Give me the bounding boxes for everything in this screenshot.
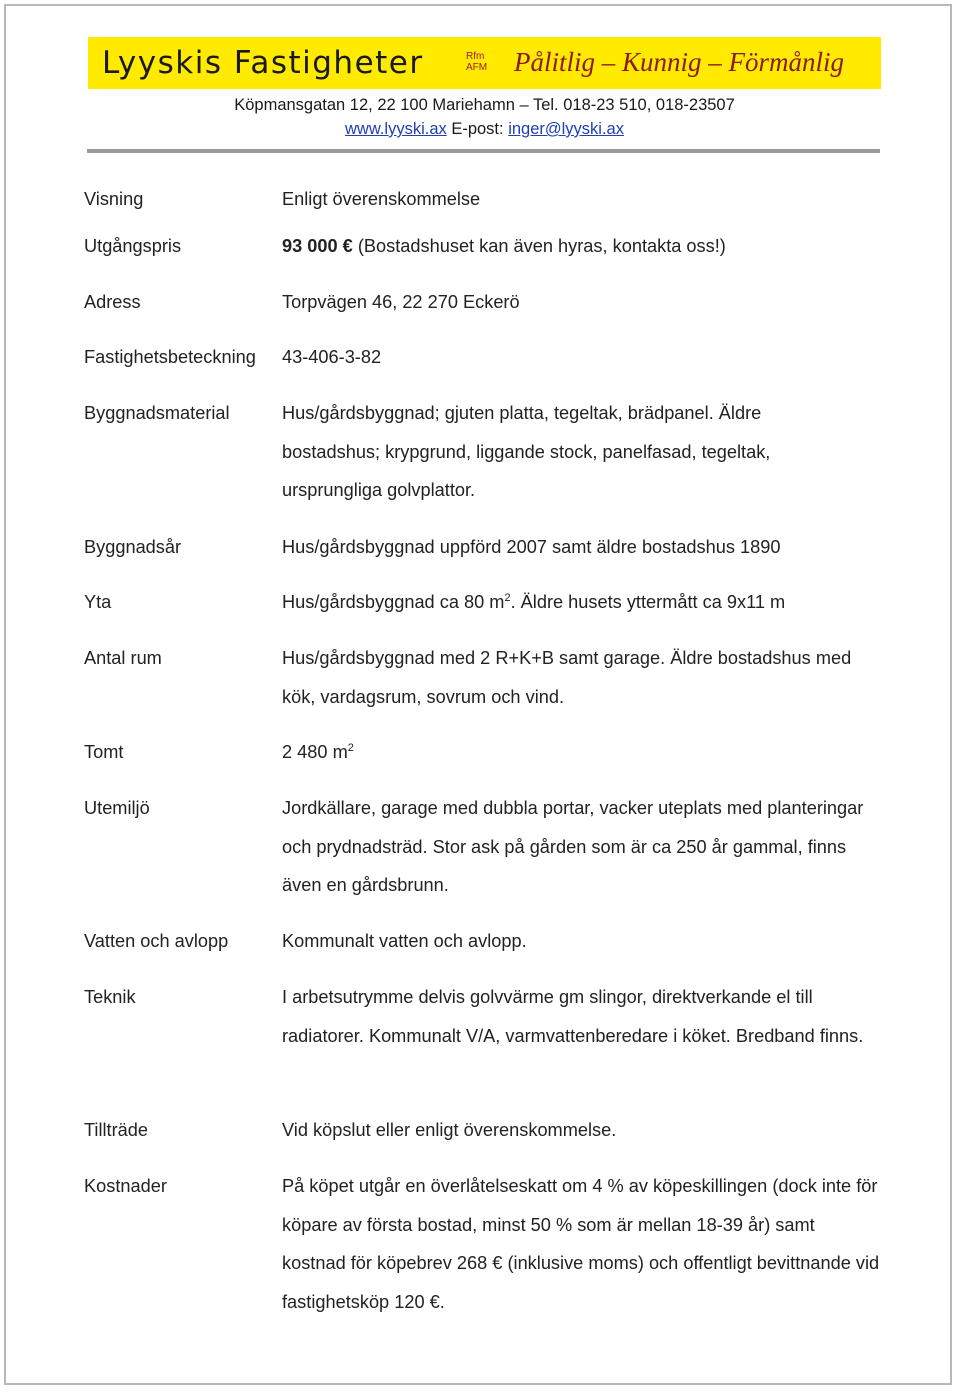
- field-value: Hus/gårdsbyggnad med 2 R+K+B samt garage. Äldre bostadshus med kök, vardagsrum, sovrum och vind.: [282, 648, 852, 707]
- field-label: Fastighetsbeteckning: [84, 347, 256, 367]
- field-value: Kommunalt vatten och avlopp.: [282, 931, 527, 951]
- email-label: E-post:: [446, 120, 509, 138]
- logo-banner: [88, 37, 881, 89]
- letterhead: [88, 37, 881, 141]
- field-label: Yta: [84, 592, 112, 612]
- field-label: Kostnader: [84, 1176, 167, 1196]
- price-note: (Bostadshuset kan även hyras, kontakta oss!): [352, 236, 726, 256]
- price: 93 000 €: [282, 236, 353, 256]
- field-label: Byggnadsmaterial: [84, 403, 230, 423]
- field-value: Jordkällare, garage med dubbla portar, vacker uteplats med planteringar och prydnadsträd. Stor ask på gården som är ca 250 år gammal, finns även en gårdsbrunn.: [282, 798, 864, 895]
- contact-info: [88, 93, 881, 141]
- field-value: Enligt överenskommelse: [282, 189, 481, 209]
- field-label: Byggnadsår: [84, 537, 182, 557]
- field-value: Hus/gårdsbyggnad ca 80 $m^2$. Äldre husets yttermått ca 9x11 m: [282, 591, 786, 612]
- field-value: [282, 227, 882, 266]
- field-value: Vid köpslut eller enligt överenskommelse.: [282, 1120, 617, 1140]
- field-label: Visning: [84, 189, 144, 209]
- company-tagline: Pålitlig – Kunnig – Förmånlig: [514, 47, 845, 77]
- field-value: I arbetsutrymme delvis golvvärme gm slingor, direktverkande el till radiatorer. Kommunalt V/A, varmvattenberedare i köket. Bredband finns.: [282, 987, 864, 1046]
- address-line: Köpmansgatan 12, 22 100 Mariehamn – Tel. 018-23 510, 018-23507: [234, 96, 735, 114]
- field-value: 2 480 $m^2$: [282, 741, 354, 762]
- field-label: Tillträde: [84, 1120, 149, 1140]
- web-email-line: [88, 117, 881, 141]
- field-value: Hus/gårdsbyggnad uppförd 2007 samt äldre bostadshus 1890: [282, 537, 781, 557]
- rfm-afm-mark: Rfm AFM: [466, 51, 488, 73]
- website-link[interactable]: www.lyyski.ax: [344, 120, 447, 138]
- field-label: Utgångspris: [84, 236, 182, 256]
- field-label: Teknik: [84, 987, 136, 1007]
- field-label: Antal rum: [84, 648, 162, 668]
- field-value: Torpvägen 46, 22 270 Eckerö: [282, 292, 520, 312]
- field-label: Tomt: [84, 742, 124, 762]
- field-value: 43-406-3-82: [282, 347, 382, 367]
- field-label: Vatten och avlopp: [84, 931, 229, 951]
- email-link[interactable]: inger@lyyski.ax: [508, 120, 624, 138]
- field-value: På köpet utgår en överlåtelseskatt om 4 % av köpeskillingen (dock inte för köpare av första bostad, minst 50 % som är mellan 18-39 år) samt kostnad för köpebrev 268 € (inklusive moms) och offentligt bevittnande vid fastighetsköp 120 €.: [282, 1176, 880, 1312]
- company-logo: Lyyskis Fastigheter: [102, 45, 424, 81]
- field-label: Adress: [84, 292, 141, 312]
- header-divider: [87, 149, 880, 153]
- field-value: Hus/gårdsbyggnad; gjuten platta, tegeltak, brädpanel. Äldre bostadshus; krypgrund, liggande stock, panelfasad, tegeltak, ursprungliga golvplattor.: [282, 403, 771, 500]
- field-label: Utemiljö: [84, 798, 150, 818]
